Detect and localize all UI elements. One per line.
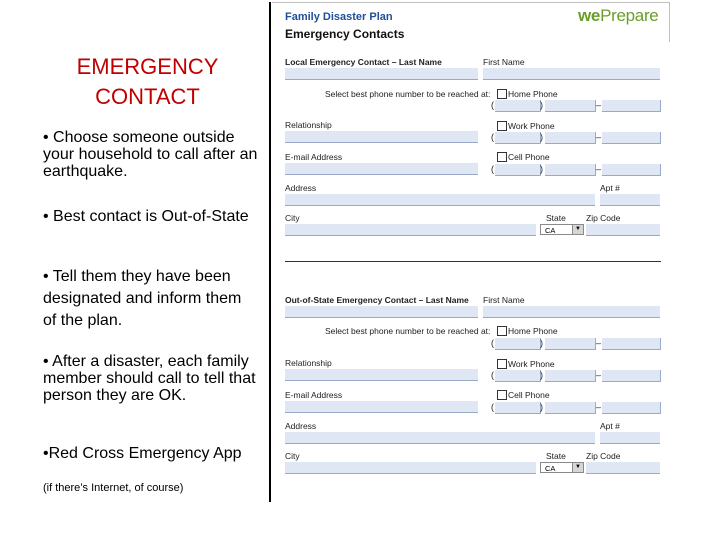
oos-cell-phone-label: Cell Phone	[508, 390, 550, 400]
form-subtitle: Emergency Contacts	[285, 27, 405, 41]
oos-work-paren-close: )	[540, 370, 543, 380]
local-home-paren-open: (	[491, 100, 494, 110]
local-work-area-code-input[interactable]	[495, 132, 541, 144]
local-address-input[interactable]	[285, 194, 595, 206]
slide-title-line1: EMERGENCY	[76, 54, 219, 79]
local-work-paren-open: (	[491, 132, 494, 142]
column-divider	[269, 2, 271, 502]
local-work-dash: –	[596, 132, 602, 142]
bullet-out-of-state: • Best contact is Out-of-State	[43, 208, 249, 225]
oos-cell-area-code-input[interactable]	[495, 402, 541, 414]
local-relationship-label: Relationship	[285, 120, 332, 130]
oos-work-line-input[interactable]	[602, 370, 661, 382]
slide-title-line2: CONTACT	[95, 84, 200, 109]
local-zip-label: Zip Code	[586, 213, 621, 223]
local-first-name-label: First Name	[483, 57, 525, 67]
oos-first-name-input[interactable]	[483, 306, 660, 318]
oos-city-label: City	[285, 451, 300, 461]
local-cell-line-input[interactable]	[602, 164, 661, 176]
oos-state-value: CA	[545, 464, 556, 473]
oos-first-name-label: First Name	[483, 295, 525, 305]
local-address-label: Address	[285, 183, 317, 193]
oos-select-phone-label: Select best phone number to be reached at:	[325, 326, 491, 336]
oos-email-label: E-mail Address	[285, 390, 343, 400]
local-cell-phone-label: Cell Phone	[508, 152, 550, 162]
local-home-phone-label: Home Phone	[508, 89, 558, 99]
local-work-prefix-input[interactable]	[545, 132, 596, 144]
local-relationship-input[interactable]	[285, 131, 478, 143]
oos-work-phone-label: Work Phone	[508, 359, 555, 369]
bullet-choose-someone: • Choose someone outside your household to call after an earthquake.	[43, 129, 258, 180]
section-divider	[285, 261, 661, 262]
oos-work-prefix-input[interactable]	[545, 370, 596, 382]
oos-cell-paren-close: )	[540, 402, 543, 412]
local-apt-input[interactable]	[600, 194, 660, 206]
local-home-paren-close: )	[540, 100, 543, 110]
local-email-label: E-mail Address	[285, 152, 343, 162]
oos-state-select[interactable]	[540, 462, 584, 473]
oos-home-phone-checkbox[interactable]	[497, 326, 507, 336]
local-home-line-input[interactable]	[602, 100, 661, 112]
local-select-phone-label: Select best phone number to be reached at:	[325, 89, 491, 99]
local-home-area-code-input[interactable]	[495, 100, 541, 112]
local-last-name-input[interactable]	[285, 68, 478, 80]
bullet-red-cross-app: •Red Cross Emergency App	[43, 445, 242, 462]
form-title: Family Disaster Plan	[285, 11, 393, 23]
local-first-name-input[interactable]	[483, 68, 660, 80]
oos-home-paren-close: )	[540, 338, 543, 348]
oos-home-phone-label: Home Phone	[508, 326, 558, 336]
oos-relationship-input[interactable]	[285, 369, 478, 381]
oos-zip-input[interactable]	[586, 462, 660, 474]
oos-address-input[interactable]	[285, 432, 595, 444]
oos-city-input[interactable]	[285, 462, 536, 474]
oos-work-paren-open: (	[491, 370, 494, 380]
local-last-name-label: Local Emergency Contact – Last Name	[285, 57, 442, 67]
local-cell-dash: –	[596, 164, 602, 174]
local-home-phone-checkbox[interactable]	[497, 89, 507, 99]
local-state-select[interactable]	[540, 224, 584, 235]
local-state-value: CA	[545, 226, 556, 235]
local-city-input[interactable]	[285, 224, 536, 236]
local-state-label: State	[546, 213, 566, 223]
oos-cell-phone-checkbox[interactable]	[497, 390, 507, 400]
local-work-phone-label: Work Phone	[508, 121, 555, 131]
slide-title	[40, 52, 255, 112]
oos-state-label: State	[546, 451, 566, 461]
oos-home-prefix-input[interactable]	[545, 338, 596, 350]
oos-relationship-label: Relationship	[285, 358, 332, 368]
local-cell-phone-checkbox[interactable]	[497, 152, 507, 162]
logo-we: we	[578, 6, 601, 25]
local-home-prefix-input[interactable]	[545, 100, 596, 112]
oos-cell-line-input[interactable]	[602, 402, 661, 414]
bullet-after-disaster: • After a disaster, each family member should call to tell that person they are OK.	[43, 353, 256, 404]
local-zip-input[interactable]	[586, 224, 660, 236]
chevron-down-icon[interactable]: ▼	[572, 463, 583, 472]
oos-home-area-code-input[interactable]	[495, 338, 541, 350]
local-work-line-input[interactable]	[602, 132, 661, 144]
local-cell-prefix-input[interactable]	[545, 164, 596, 176]
oos-address-label: Address	[285, 421, 317, 431]
local-home-dash: –	[596, 100, 602, 110]
oos-work-dash: –	[596, 370, 602, 380]
oos-work-phone-checkbox[interactable]	[497, 359, 507, 369]
oos-zip-label: Zip Code	[586, 451, 621, 461]
local-work-paren-close: )	[540, 132, 543, 142]
oos-last-name-label: Out-of-State Emergency Contact – Last Name	[285, 295, 469, 305]
local-work-phone-checkbox[interactable]	[497, 121, 507, 131]
local-city-label: City	[285, 213, 300, 223]
local-cell-area-code-input[interactable]	[495, 164, 541, 176]
oos-cell-paren-open: (	[491, 402, 494, 412]
weprepare-logo	[578, 6, 658, 26]
form-frame-top	[272, 2, 670, 3]
internet-note: (if there’s Internet, of course)	[43, 482, 184, 494]
oos-home-dash: –	[596, 338, 602, 348]
local-cell-paren-close: )	[540, 164, 543, 174]
chevron-down-icon[interactable]: ▼	[572, 225, 583, 234]
local-email-input[interactable]	[285, 163, 478, 175]
oos-cell-prefix-input[interactable]	[545, 402, 596, 414]
local-cell-paren-open: (	[491, 164, 494, 174]
oos-apt-input[interactable]	[600, 432, 660, 444]
oos-work-area-code-input[interactable]	[495, 370, 541, 382]
oos-email-input[interactable]	[285, 401, 478, 413]
bullet-tell-them: • Tell them they have been designated and inform them of the plan.	[43, 268, 242, 329]
oos-last-name-input[interactable]	[285, 306, 478, 318]
logo-prepare: Prepare	[600, 6, 659, 25]
oos-home-paren-open: (	[491, 338, 494, 348]
oos-home-line-input[interactable]	[602, 338, 661, 350]
form-frame-right	[669, 2, 670, 42]
local-apt-label: Apt #	[600, 183, 620, 193]
oos-apt-label: Apt #	[600, 421, 620, 431]
oos-cell-dash: –	[596, 402, 602, 412]
